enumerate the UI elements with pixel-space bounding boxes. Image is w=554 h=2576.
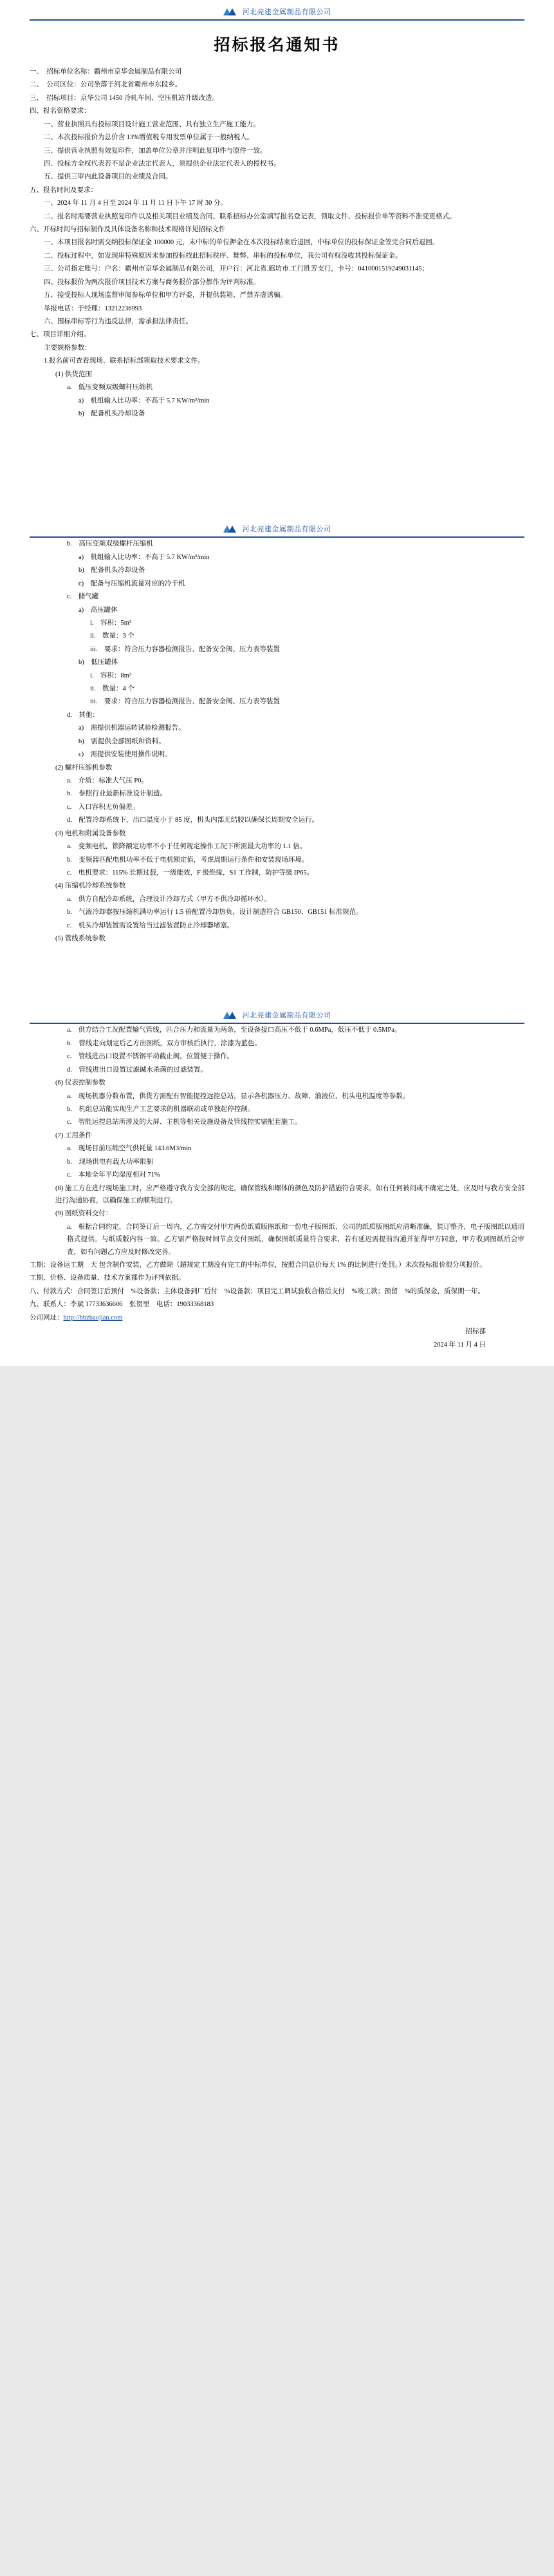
section-motor-params-title: (3) 电机和附属设备参数 bbox=[55, 829, 126, 837]
report-phone: 举报电话：于经理：13212236993 bbox=[44, 305, 142, 312]
company-name: 河北亮建金属制品有限公司 bbox=[242, 526, 331, 534]
list-item: i. 容积：5m³ bbox=[90, 619, 132, 627]
list-item: b. 机组总站能实现生产工艺要求的机器联动或单独起停控制。 bbox=[67, 1106, 255, 1113]
section-6-item-2: 二、投标过程中，如发现串特殊原因未参加投标找此招标秩序、舞弊、串标的投标单位，我公司有权没收其投标保证金。 bbox=[44, 252, 402, 260]
company-name: 河北亮建金属制品有限公司 bbox=[242, 1012, 331, 1020]
list-item: a. 供方结合工况配置输气管线，匹合压力和流量为两条，至设备接口高压不低于 0.6MPa，低压不低于 0.5MPa。 bbox=[67, 1027, 402, 1034]
page-header-3 bbox=[30, 1003, 524, 1024]
list-item: b. 参照行业最新标准设计制造。 bbox=[67, 790, 167, 798]
section-8-title: 七、项目详细介绍。 bbox=[30, 331, 91, 339]
section-7-item-4: 六、围标串标等行为违反法律，需承担法律责任。 bbox=[44, 318, 192, 326]
section-cooling-params-title: (4) 压缩机冷却系统参数 bbox=[55, 882, 126, 890]
list-item: d. 其他： bbox=[67, 711, 99, 719]
list-item: a) 机组输入比功率：不高于 5.7 KW/m³/min bbox=[78, 397, 210, 404]
list-item: a. 现场机器分数布置，供货方需配有智能提控远控总站，显示各机器压力、故障、油液位、机头电机温度等参数。 bbox=[67, 1092, 410, 1100]
section-construction-safety: (8) 施工方在进行现场施工时，应严格遵守我方安全部的规定，确保管线和螺体的颜色及防护措施符合要求。如有任何被问或不确定之处，应及时与我方安全部进行沟通协商，以确保施工的顺利进行。 bbox=[55, 1184, 524, 1204]
section-5-item-1: 一、2024 年 11 月 4 日至 2024 年 11 月 11 日下午 17 时 30 分。 bbox=[44, 200, 227, 207]
signature-date: 2024 年 11 月 4 日 bbox=[434, 1341, 486, 1349]
section-6-title: 六、开标时间与招标制作及具体设备名称和技术规格详见招标文件 bbox=[30, 226, 226, 234]
page-break-spacer-2 bbox=[30, 945, 524, 1003]
page-header-1 bbox=[30, 0, 524, 21]
clause-duration: 工期：设备运工期 天 包含制作安装，乙方做除（超规定工期没有完工的中标单位，按照合同总价每天 1% 的比例进行处罚。）未次投标报价很分项报价。 bbox=[30, 1262, 486, 1269]
list-item: ii. 数量：3 个 bbox=[90, 632, 134, 640]
section-contact: 九、联系人：李斌 17733636606 张贺里 电话：19033368183 bbox=[30, 1301, 214, 1309]
list-item: iii. 要求：符合压力容器检测报告、配备安全阀、压力表等装置 bbox=[90, 645, 280, 653]
section-7-item-2: 五、接受投标人现场监督审阅参标单位和甲方评委，并提供装箱、严禁弄虚诱骗。 bbox=[44, 292, 287, 299]
clause-evaluation: 工期、价格、设备质量、技术方案都作为评判依据。 bbox=[30, 1274, 185, 1282]
list-item: iii. 要求：符合压力容器检测报告、配备安全阀、压力表等装置 bbox=[90, 698, 280, 706]
section-4-title: 四、报名资格要求： bbox=[30, 108, 91, 115]
page-break-spacer-1 bbox=[30, 421, 524, 517]
document-body-1 bbox=[30, 66, 524, 420]
list-item: b. 变频器匹配电机功率不低于电机额定值，考虑周期运行条件和安装现场环境。 bbox=[67, 856, 309, 864]
list-item: c. 本地全年平均湿度相对 71% bbox=[67, 1171, 160, 1179]
list-item: b. 管线走向划定后乙方出图纸，双方审核后执行，涂漆为蓝色。 bbox=[67, 1039, 261, 1047]
section-4-item-1: 一、营业执照具有投标项目设计施工营业范围、具有独立生产施工能力。 bbox=[44, 120, 260, 128]
section-screw-params-title: (2) 螺杆压缩机参数 bbox=[55, 764, 113, 772]
list-item: c) 配备与压缩机流量对应的冷干机 bbox=[78, 580, 185, 587]
company-website-link[interactable]: http://hbzbaojian.com bbox=[63, 1314, 123, 1321]
diamond-logo-icon bbox=[223, 1010, 237, 1019]
list-item: c. 电机要求：115% 长期过载，一级能效，F 级绝缘，S1 工作制，防护等级 IP65。 bbox=[67, 869, 314, 876]
section-4-item-2: 二、本次投标报价为总价含 13%增值税专用发票单位属于一般纳税人。 bbox=[44, 134, 254, 142]
signature-block bbox=[30, 1325, 524, 1352]
list-item: c. 机头冷却装置需设置给当过滤装置防止冷却器堵塞。 bbox=[67, 922, 234, 929]
list-item: b. 现场供电有载大功率限制 bbox=[67, 1158, 153, 1166]
list-item: b) 低压罐体 bbox=[78, 659, 118, 667]
list-item: c. 储气罐 bbox=[67, 593, 99, 601]
list-item: a. 低压变频双级螺杆压缩机 bbox=[67, 384, 153, 392]
section-4-item-4: 四、投标方全权代表若不是企业法定代表人，须提供企业法定代表人的授权书。 bbox=[44, 160, 281, 167]
section-5-title: 五、报名时间及要求： bbox=[30, 186, 97, 194]
document-body-3 bbox=[30, 1024, 524, 1324]
company-name: 河北亮建金属制品有限公司 bbox=[242, 8, 331, 16]
list-item: b) 配备机头冷却设备 bbox=[78, 567, 145, 574]
list-item: a) 机组输入比功率：不高于 5.7 KW/m³/min bbox=[78, 553, 210, 561]
section-4-item-5: 五、提供三审内此设备项目的业绩及合同。 bbox=[44, 173, 172, 181]
section-drawings-title: (9) 图纸资料交付： bbox=[55, 1210, 113, 1218]
list-item: c) 需提供安装使用操作说明。 bbox=[78, 751, 172, 759]
list-item: a. 根据合同约定，合同签订后一周内，乙方需交付甲方两份纸质版图纸和一份电子版图纸、公司的纸质版图纸应清晰准确，装订整齐，电子版图纸以通用格式提供。与纸质版内容一致。乙方需严格按时间节点交付图纸，确保图纸质量符合要求，若有延迟需提前沟通并征得甲方同意，甲方收到图纸后会审查，如有问题乙方应及时修改完善。 bbox=[67, 1223, 524, 1256]
section-pipeline-params-title: (5) 管线系统参数 bbox=[55, 935, 106, 943]
spec-item-1: 1.报名前可查看现场、联系招标部领取技术要求文件。 bbox=[44, 357, 205, 365]
section-7-item-1: 四、投标报价为两次报价项目技术方案与商务报价部分都作为评判标准。 bbox=[44, 278, 260, 286]
list-item: a. 现场目前压缩空气供耗量 143.6M3/min bbox=[67, 1145, 192, 1153]
list-item: c. 入口容积无负偏差。 bbox=[67, 803, 140, 811]
list-item: a) 高压罐体 bbox=[78, 606, 118, 614]
list-item: b) 需提供全部图纸和资料。 bbox=[78, 737, 165, 745]
section-4-item-3: 三、提供营业执照有效复印件，加盖单位公章并注明此复印件与原件一致。 bbox=[44, 147, 267, 155]
signature-department: 招标部 bbox=[465, 1328, 486, 1336]
page-header-2 bbox=[30, 517, 524, 538]
list-item: i. 容积：8m³ bbox=[90, 672, 132, 679]
section-instrument-title: (6) 仪表控制参数 bbox=[55, 1079, 106, 1087]
website-label: 公司网址： bbox=[30, 1314, 64, 1321]
section-payment: 八、付款方式：合同签订后预付 %设备款；主体设备到厂后付 %设备款；项目完工调试验收合格后支付 %竣工款；预留 %的质保金，质保期一年。 bbox=[30, 1287, 485, 1295]
main-spec-label: 主要规格参数： bbox=[44, 344, 91, 352]
list-item: a. 供方自配冷却系统，合理设计冷却方式（甲方不供冷却循环水）。 bbox=[67, 895, 272, 903]
list-item: c. 管线进出口设置不锈钢平动截止阀，位置便于操作。 bbox=[67, 1053, 234, 1061]
list-item: a) 需提供机器运转试验检测报告。 bbox=[78, 724, 185, 732]
section-2: 二、 公司区位：公司坐落于河北省霸州市东段乡。 bbox=[30, 81, 182, 89]
list-item: b. 气液冷却器按压缩机满功率运行 1.5 倍配置冷却热负，设计制造符合 GB150、GB151 标准规范。 bbox=[67, 909, 363, 916]
diamond-logo-icon bbox=[223, 524, 237, 533]
list-item: a. 介质：标准大气压 P0。 bbox=[67, 777, 148, 784]
section-6-item-3: 三、公司指定账号：户名：霸州市京华金属制品有限公司，开户行：河北省.廊坊市.工行胜芳支行，卡号：0410001519249031145； bbox=[44, 265, 429, 273]
list-item: a. 变频电机，锁降额定功率不小于任何规定操作工况下所需最大功率的 1.1 倍。 bbox=[67, 843, 307, 851]
section-3: 三、 招标项目：京华公司 1450 冷轧车间、空压机站升级改造。 bbox=[30, 94, 219, 102]
list-item: d. 管线进出口设置过滤碱水杀菌的过滤装置。 bbox=[67, 1066, 207, 1074]
list-item: b) 配备机头冷却设备 bbox=[78, 410, 145, 417]
document-body-2 bbox=[30, 538, 524, 945]
section-working-conditions-title: (7) 工用条件 bbox=[55, 1132, 92, 1139]
list-item: ii. 数量：4 个 bbox=[90, 685, 134, 693]
section-1: 一、 招标单位名称：霸州市京华金属制品有限公司 bbox=[30, 68, 182, 75]
page-title: 招标报名通知书 bbox=[214, 37, 340, 54]
list-item: d. 配置冷却系统下，出口温度小于 85 度，机头内部无结胶以确保长周期安全运行。 bbox=[67, 817, 319, 824]
diamond-logo-icon bbox=[223, 7, 237, 16]
section-6-item-1: 一、本项目报名时需交纳投标保证金 100000 元，未中标的单位押金在本次投标结束后退回，中标单位的投标保证金签完合同后退回。 bbox=[44, 239, 439, 247]
section-5-item-2: 二、报名时需要营业执照复印件以及相关项目业绩及合同、联系招标办公室填写报名登记表，领取文件、投标报价单等资料不准变更格式。 bbox=[44, 213, 456, 220]
list-item: b. 高压变频双级螺杆压缩机 bbox=[67, 540, 153, 548]
list-item: c. 智能运控总站所涉及的大屏、主机等相关设施设备及管线控实需配套施工。 bbox=[67, 1119, 302, 1126]
supply-scope-title: (1) 供货范围 bbox=[55, 370, 92, 378]
